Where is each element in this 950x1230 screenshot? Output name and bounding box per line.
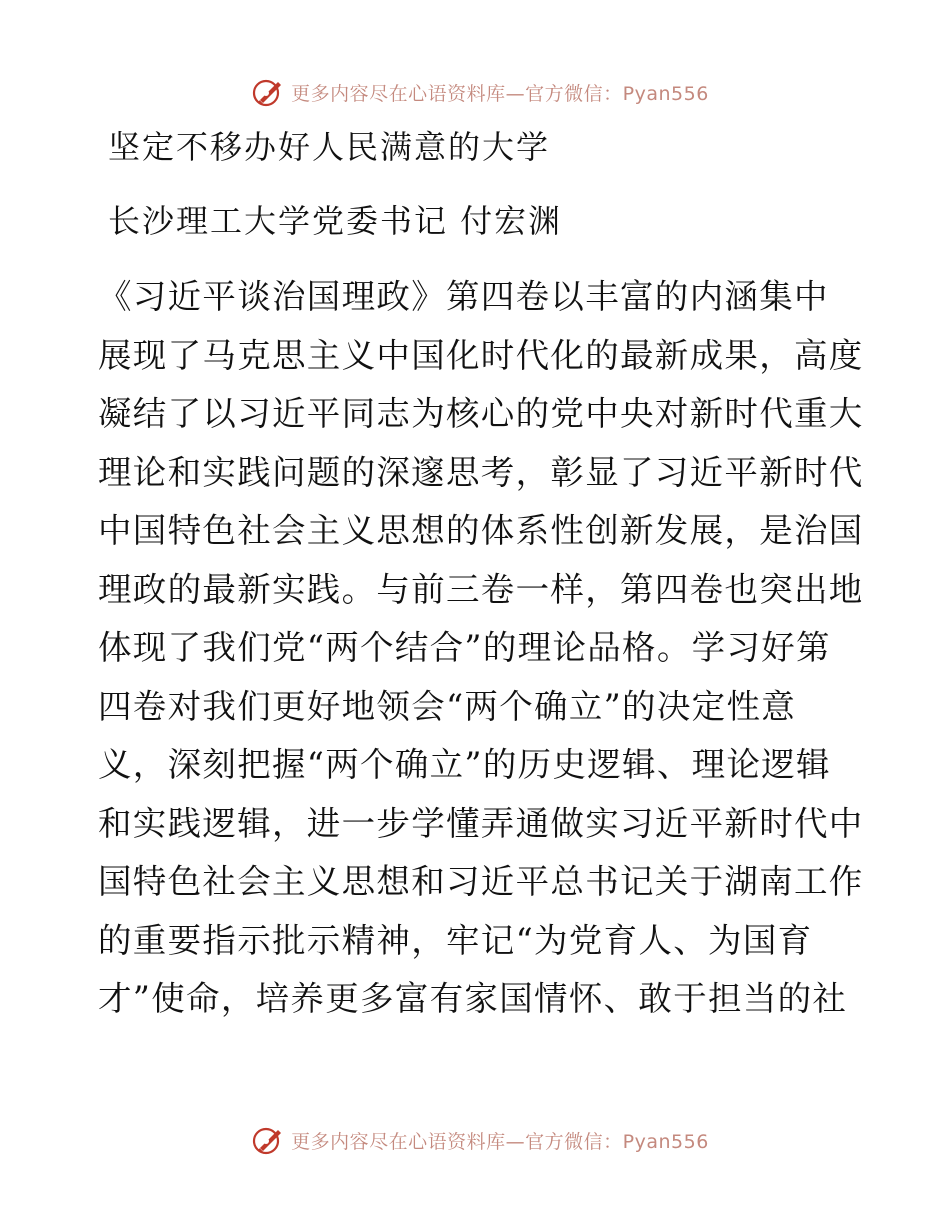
body-line: 才”使命，培养更多富有家国情怀、敢于担当的社 [98,979,848,1018]
body-line: 体现了我们党“两个结合”的理论品格。学习好第 [98,628,831,667]
body-line: 义，深刻把握“两个确立”的历史逻辑、理论逻辑 [98,745,831,784]
article-author: 长沙理工大学党委书记 付宏渊 [108,202,563,240]
body-line: 理论和实践问题的深邃思考，彰显了习近平新时代 [98,452,864,492]
body-line: 凝结了以习近平同志为核心的党中央对新时代重大 [98,394,864,433]
article-body [98,268,864,1029]
footer-banner [0,1120,950,1160]
body-line: 展现了马克思主义中国化时代化的最新成果，高度 [98,335,864,375]
body-line: 理政的最新实践。与前三卷一样，第四卷也突出地 [98,569,864,609]
quill-pen-logo-icon [251,1123,285,1157]
body-line: 国特色社会主义思想和习近平总书记关于湖南工作 [98,862,864,901]
body-line: 和实践逻辑，进一步学懂弄通做实习近平新时代中 [98,803,864,843]
quill-pen-logo-icon [251,75,285,109]
footer-banner-text: 更多内容尽在心语资料库—官方微信：Pyan556 [291,1130,709,1153]
header-banner-text: 更多内容尽在心语资料库—官方微信：Pyan556 [291,82,709,105]
header-banner-content [251,75,709,109]
article-title: 坚定不移办好人民满意的大学 [108,128,551,166]
header-banner [0,72,950,112]
body-line: 的重要指示批示精神，牢记“为党育人、为国育 [98,920,813,960]
body-line: 《习近平谈治国理政》第四卷以丰富的内涵集中 [98,277,829,316]
footer-banner-content [251,1123,709,1157]
body-line: 四卷对我们更好地领会“两个确立”的决定性意 [98,686,797,726]
body-line: 中国特色社会主义思想的体系性创新发展，是治国 [98,511,864,550]
